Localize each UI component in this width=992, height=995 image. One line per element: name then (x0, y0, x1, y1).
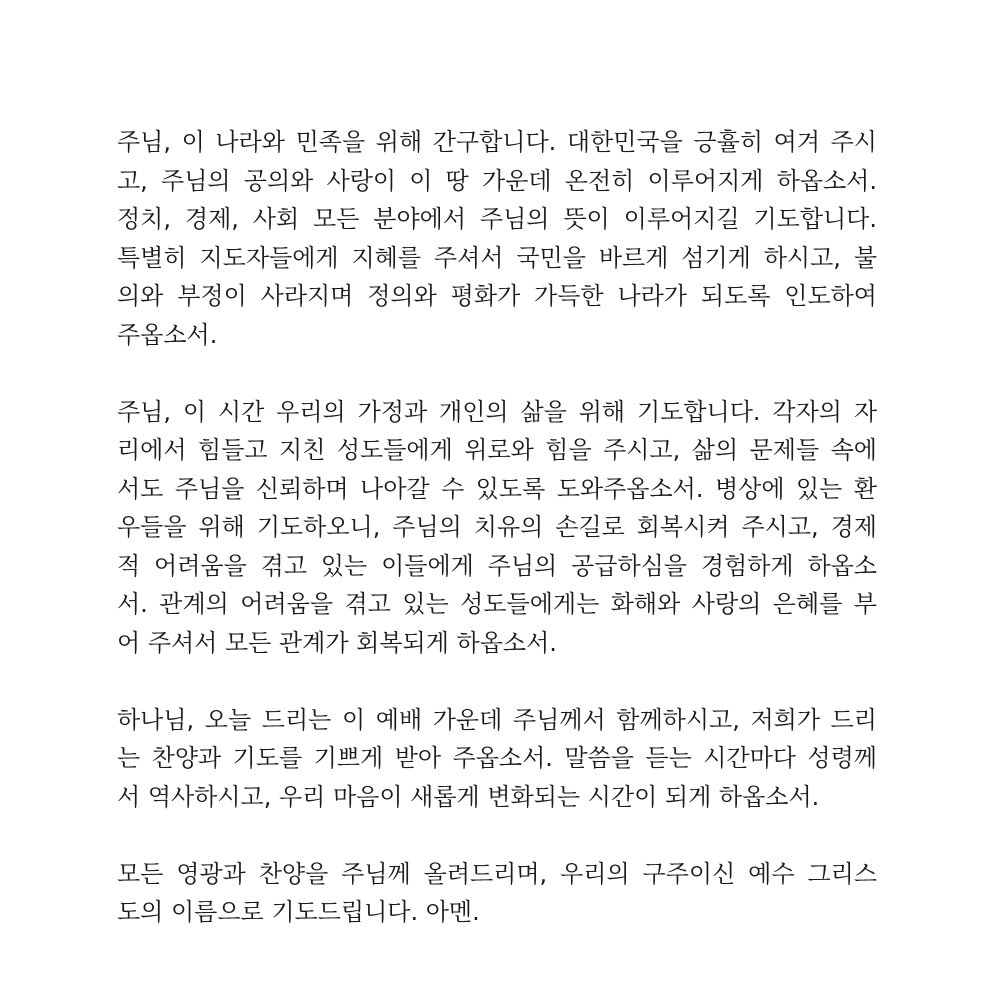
text-line: 적 어려움을 겪고 있는 이들에게 주님의 공급하심을 경험하게 하옵소 (117, 551, 877, 580)
text-line: 리에서 힘들고 지친 성도들에게 위로와 힘을 주시고, 삶의 문제들 속에 (117, 436, 877, 464)
text-line: 모든 영광과 찬양을 주님께 올려드리며, 우리의 구주이신 예수 그리스 (117, 859, 877, 888)
text-line: 어 주셔서 모든 관계가 회복되게 하옵소서. (117, 628, 557, 657)
text-line: 도의 이름으로 기도드립니다. 아멘. (117, 898, 480, 926)
text-line: 서 역사하시고, 우리 마음이 새롭게 변화되는 시간이 되게 하옵소서. (117, 782, 820, 811)
paragraph-closing (117, 855, 877, 932)
paragraph-gap (117, 354, 877, 393)
text-line: 는 찬양과 기도를 기쁘게 받아 주옵소서. 말씀을 듣는 시간마다 성령께 (117, 744, 877, 772)
text-line: 의와 부정이 사라지며 정의와 평화가 가득한 나라가 되도록 인도하여 (117, 282, 877, 310)
text-line: 정치, 경제, 사회 모든 분야에서 주님의 뜻이 이루어지길 기도합니다. (117, 205, 877, 233)
paragraph-gap (117, 816, 877, 855)
text-line: 주옵소서. (117, 320, 218, 349)
text-line: 우들을 위해 기도하오니, 주님의 치유의 손길로 회복시켜 주시고, 경제 (117, 513, 877, 541)
paragraph-worship (117, 701, 877, 817)
paragraph-nation (117, 123, 877, 354)
text-line: 하나님, 오늘 드리는 이 예배 가운데 주님께서 함께하시고, 저희가 드리 (117, 705, 877, 734)
prayer-text (117, 123, 877, 932)
text-line: 고, 주님의 공의와 사랑이 이 땅 가운데 온전히 이루어지게 하옵소서. (117, 166, 877, 195)
text-line: 서. 관계의 어려움을 겪고 있는 성도들에게는 화해와 사랑의 은혜를 부 (117, 590, 877, 618)
paragraph-family (117, 393, 877, 663)
text-line: 주님, 이 시간 우리의 가정과 개인의 삶을 위해 기도합니다. 각자의 자 (117, 397, 877, 426)
paragraph-gap (117, 662, 877, 701)
text-line: 서도 주님을 신뢰하며 나아갈 수 있도록 도와주옵소서. 병상에 있는 환 (117, 474, 877, 503)
text-line: 특별히 지도자들에게 지혜를 주셔서 국민을 바르게 섬기게 하시고, 불 (117, 243, 877, 272)
text-line: 주님, 이 나라와 민족을 위해 간구합니다. 대한민국을 긍휼히 여겨 주시 (117, 128, 877, 156)
